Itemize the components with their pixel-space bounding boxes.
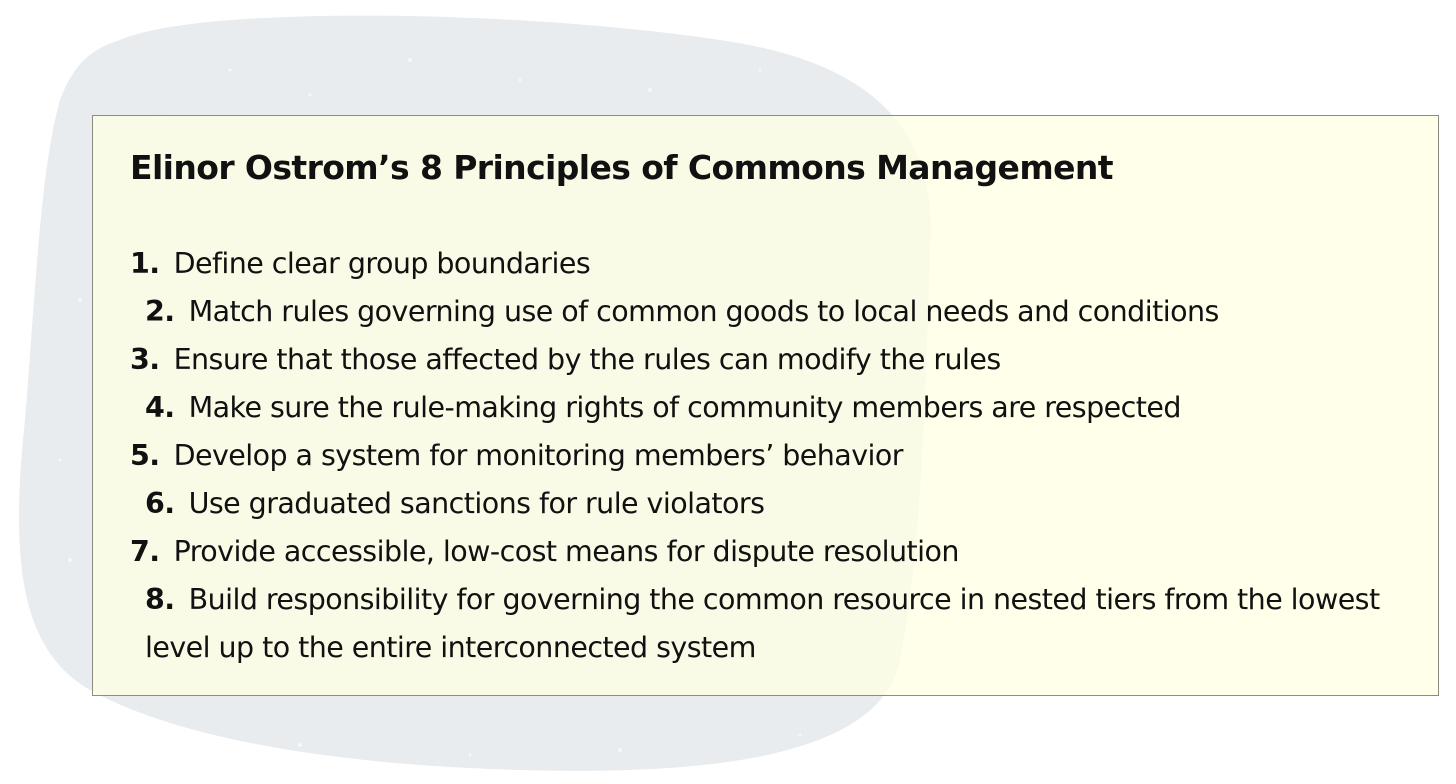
item-text: Develop a system for monitoring members’ behavior bbox=[173, 439, 903, 472]
list-item bbox=[130, 480, 1420, 528]
list-item bbox=[130, 240, 1420, 288]
item-number: 3. bbox=[130, 343, 160, 376]
item-number: 1. bbox=[130, 247, 160, 280]
principles-card bbox=[92, 115, 1439, 696]
principles-list bbox=[130, 240, 1420, 672]
item-text: Provide accessible, low-cost means for dispute resolution bbox=[173, 535, 959, 568]
item-text: Use graduated sanctions for rule violators bbox=[188, 487, 765, 520]
item-text: Build responsibility for governing the common resource in nested tiers from the lowest level up to the entire interconnected system bbox=[145, 583, 1380, 664]
item-number: 5. bbox=[130, 439, 160, 472]
list-item bbox=[130, 432, 1420, 480]
list-item bbox=[130, 576, 1420, 672]
item-number: 8. bbox=[145, 583, 175, 616]
list-item bbox=[130, 288, 1420, 336]
item-number: 2. bbox=[145, 295, 175, 328]
item-text: Define clear group boundaries bbox=[173, 247, 591, 280]
item-text: Ensure that those affected by the rules can modify the rules bbox=[173, 343, 1001, 376]
item-number: 4. bbox=[145, 391, 175, 424]
list-item bbox=[130, 336, 1420, 384]
item-number: 6. bbox=[145, 487, 175, 520]
page-title: Elinor Ostrom’s 8 Principles of Commons Management bbox=[130, 148, 1113, 187]
item-text: Match rules governing use of common goods to local needs and conditions bbox=[188, 295, 1219, 328]
list-item bbox=[130, 528, 1420, 576]
item-text: Make sure the rule-making rights of community members are respected bbox=[188, 391, 1181, 424]
list-item bbox=[130, 384, 1420, 432]
item-number: 7. bbox=[130, 535, 160, 568]
